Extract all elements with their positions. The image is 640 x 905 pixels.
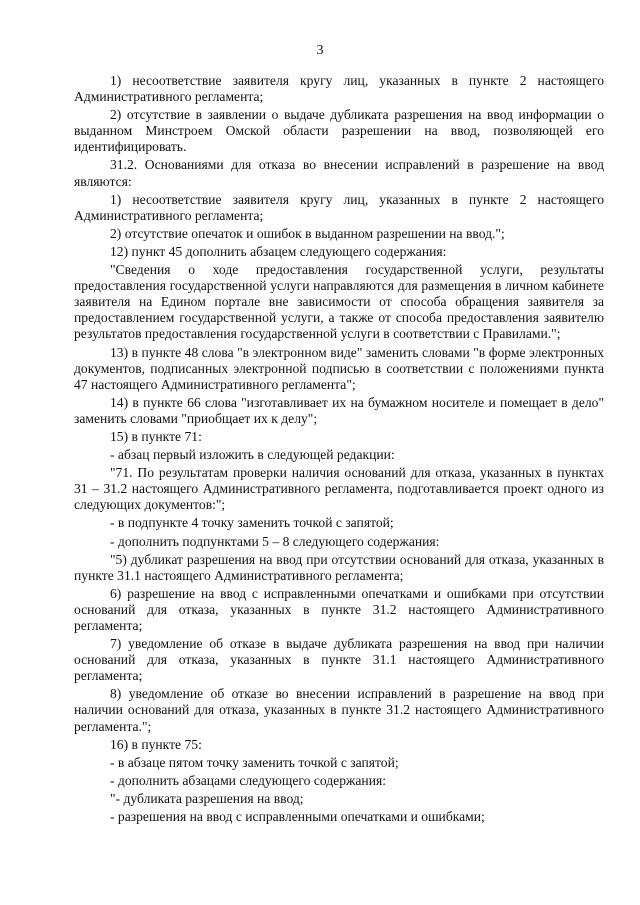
paragraph: 12) пункт 45 дополнить абзацем следующего содержания: (110, 243, 447, 259)
page-number: 3 (316, 43, 324, 58)
paragraph: - в абзаце пятом точку заменить точкой с запятой; (110, 754, 399, 770)
paragraph: 1) несоответствие заявителя кругу лиц, указанных в пункте 2 настоящего Административного регламента; (74, 73, 604, 105)
paragraph: - дополнить абзацами следующего содержания: (110, 772, 387, 788)
paragraph: "- дубликата разрешения на ввод; (110, 790, 304, 806)
paragraph: 16) в пункте 75: (110, 736, 202, 752)
paragraph: - в подпункте 4 точку заменить точкой с запятой; (110, 515, 394, 531)
paragraph: "5) дубликат разрешения на ввод при отсутствии оснований для отказа, указанных в пункте 31.1 настоящего Административного регламента; (74, 551, 604, 583)
paragraph: 15) в пункте 71: (110, 428, 202, 444)
paragraph: "71. По результатам проверки наличия оснований для отказа, указанных в пунктах 31 – 31.2 настоящего Административного регламента, подготавливается проект одного из следующих документов:"; (74, 465, 604, 513)
paragraph: "Сведения о ходе предоставления государственной услуги, результаты предоставления государственной услуги направляются для размещения в личном кабинете заявителя на Едином портале вне зависимости от способа обращения заявителя за предоставлением государственной услуги, а также от способа предоставления заявителю результатов предоставления государственной услуги в соответствии с Правилами."; (74, 262, 604, 342)
paragraph: 13) в пункте 48 слова "в электронном виде" заменить словами "в форме электронных документов, подписанных электронной подписью в соответствии с положениями пункта 47 настоящего Административного регламента"; (74, 344, 604, 392)
paragraph: 2) отсутствие опечаток и ошибок в выданном разрешении на ввод."; (110, 225, 505, 241)
paragraph: 6) разрешение на ввод с исправленными опечатками и ошибками при отсутствии оснований для отказа, указанных в пункте 31.2 настоящего Административного регламента; (74, 585, 604, 633)
paragraph: 8) уведомление об отказе во внесении исправлений в разрешение на ввод при наличии оснований для отказа, указанных в пункте 31.2 настоящего Административного регламента."; (74, 686, 604, 734)
document-body (74, 73, 604, 827)
paragraph: 14) в пункте 66 слова "изготавливает их на бумажном носителе и помещает в дело" заменить словами "приобщает их к делу"; (74, 394, 604, 426)
paragraph: 1) несоответствие заявителя кругу лиц, указанных в пункте 2 настоящего Административного регламента; (74, 191, 604, 223)
paragraph: 31.2. Основаниями для отказа во внесении исправлений в разрешение на ввод являются: (74, 157, 604, 189)
paragraph: - абзац первый изложить в следующей редакции: (110, 447, 395, 463)
paragraph: - разрешения на ввод с исправленными опечатками и ошибками; (110, 809, 485, 825)
paragraph: - дополнить подпунктами 5 – 8 следующего содержания: (110, 533, 440, 549)
paragraph: 2) отсутствие в заявлении о выдаче дубликата разрешения на ввод информации о выданном Минстроем Омской области разрешении на ввод, позволяющей его идентифицировать. (74, 107, 604, 155)
paragraph: 7) уведомление об отказе в выдаче дубликата разрешения на ввод при наличии оснований для отказа, указанных в пункте 31.1 настоящего Административного регламента; (74, 636, 604, 684)
